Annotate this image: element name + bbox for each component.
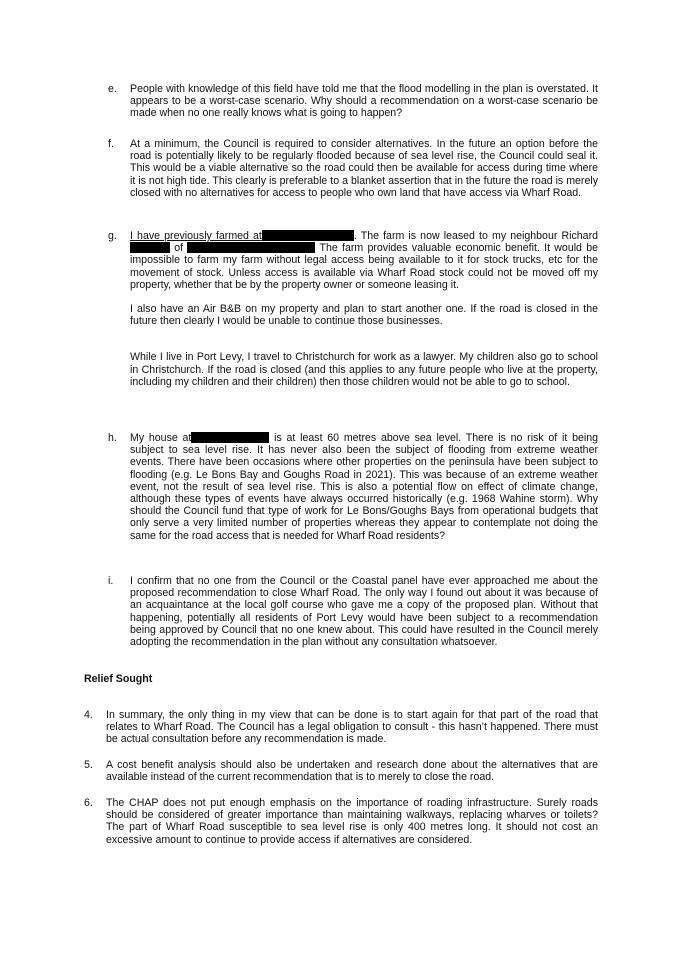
- paragraph-text: I confirm that no one from the Council or the Coastal panel have ever approached me about the proposed recommendation to close Wharf Road. The only way I found out about it was because of an acquaintance at the local golf course who gave me a copy of the proposed plan. Without that happening, potentially all residents of Port Levy would have been subject to a recommendation being approved by Council that no one knew about. This could have resulted in the Council merely adopting the recommendation in the plan without any consultation whatsoever.: [130, 575, 598, 649]
- paragraph-text: I have previously farmed at . The farm is now leased to my neighbour Richard of The farm provides valuable economic benefit. It would be impossible to farm my farm without legal access being available to it for stock trucks, etc for the movement of stock. Unless access is available via Wharf Road stock could not be moved off my property, whether that be by the property owner or someone leasing it.: [130, 230, 599, 291]
- item-number: 6.: [84, 797, 93, 809]
- item-label: i.: [108, 575, 114, 587]
- redaction-block: [187, 242, 315, 253]
- item-label: f.: [108, 138, 114, 150]
- paragraph-text: At a minimum, the Council is required to consider alternatives. In the future an option before the road is potentially likely to be regularly flooded because of sea level rise, the Council could seal it. This would be a viable alternative so the road could then be available for access during time where it is not high tide. This clearly is preferable to a blanket assertion that in the future the road is merely closed with no alternatives for access to people who own land that have access via Wharf Road.: [130, 138, 598, 199]
- paragraph-text: I also have an Air B&B on my property and plan to start another one. If the road is closed in the future then clearly I would be unable to continue those businesses.: [130, 303, 598, 328]
- redaction-block: [262, 230, 354, 241]
- paragraph-text: While I live in Port Levy, I travel to Christchurch for work as a lawyer. My children also go to school in Christchurch. If the road is closed (and this applies to any future people who live at the property, including my children and their children) then those children would not be able to go to school.: [130, 351, 598, 388]
- paragraph-text: My house at is at least 60 metres above sea level. There is no risk of it being subject to sea level rise. It has never also been the subject of flooding from extreme weather events. There have been occasions where other properties on the peninsula have been subject to flooding (e.g. Le Bons Bay and Goughs Road in 2021). This was because of an extreme weather event, not the result of sea level rise. This is also a potential flow on effect of climate change, although these types of events have always occurred historically (e.g. 1968 Wahine storm). Why should the Council fund that type of work for Le Bons/Goughs Bays from operational budgets that only serve a very limited number of properties whereas they appear to contemplate not doing the same for the road access that is needed for Wharf Road residents?: [130, 432, 598, 542]
- item-number: 4.: [84, 709, 93, 721]
- item-label: e.: [108, 83, 117, 95]
- redaction-block: [130, 242, 170, 253]
- underlined-text: I have previously farmed at: [130, 230, 262, 242]
- redaction-block: [191, 432, 269, 443]
- paragraph-text: The CHAP does not put enough emphasis on the importance of roading infrastructure. Surely roads should be considered of greater importance than maintaining walkways, replacing wharves or toilets? The part of Wharf Road susceptible to sea level rise is only 400 metres long. It should not cost an excessive amount to continue to provide access if alternatives are considered.: [106, 797, 598, 846]
- paragraph-text: A cost benefit analysis should also be undertaken and research done about the alternatives that are available instead of the current recommendation that is to merely to close the road.: [106, 759, 598, 784]
- item-label: g.: [108, 230, 117, 242]
- paragraph-text: In summary, the only thing in my view that can be done is to start again for that part of the road that relates to Wharf Road. The Council has a legal obligation to consult - this hasn’t happened. There must be actual consultation before any recommendation is made.: [106, 709, 598, 746]
- section-heading: Relief Sought: [84, 673, 153, 685]
- item-number: 5.: [84, 759, 93, 771]
- paragraph-text: People with knowledge of this field have told me that the flood modelling in the plan is overstated. It appears to be a worst-case scenario. Why should a recommendation on a worst-case scenario be made when no one really knows what is going to happen?: [130, 83, 598, 120]
- item-label: h.: [108, 432, 117, 444]
